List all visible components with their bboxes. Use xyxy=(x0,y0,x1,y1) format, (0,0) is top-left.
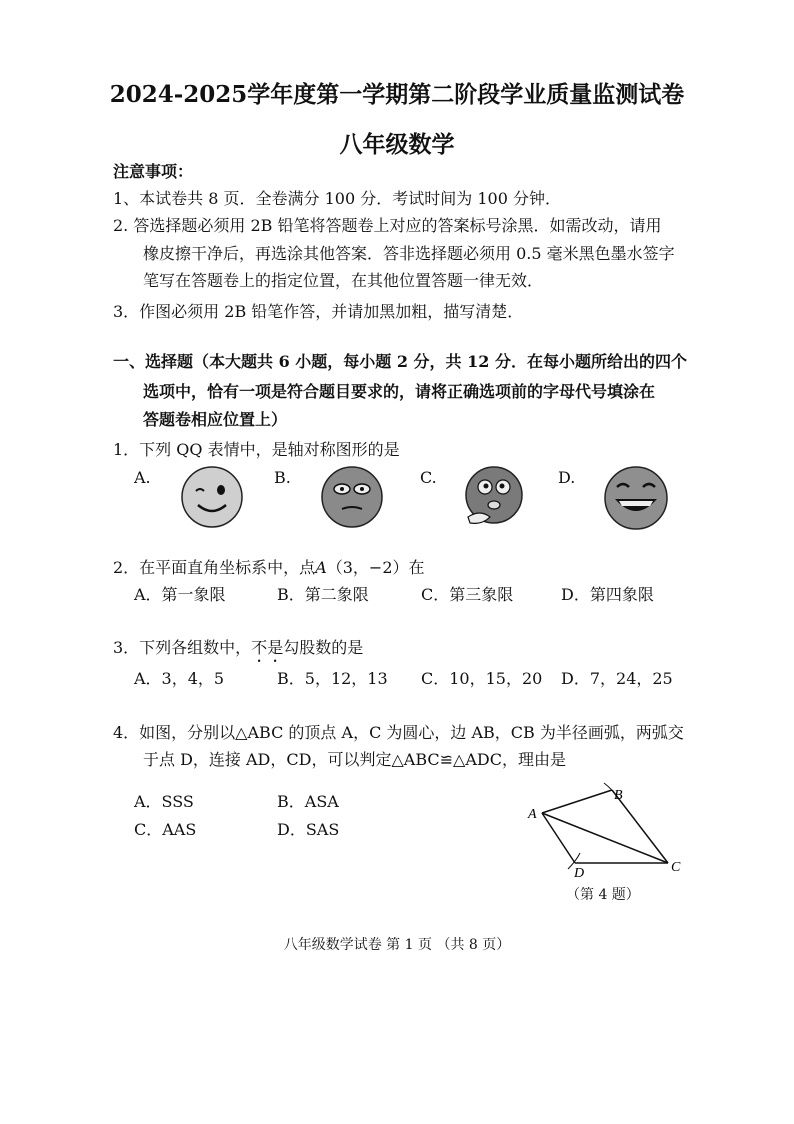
notice-item-1: 1、本试卷共 8 页．全卷满分 100 分．考试时间为 100 分钟． xyxy=(113,189,561,208)
notice-item-3: 3．作图必须用 2B 铅笔作答，并请加黑加粗，描写清楚． xyxy=(113,302,524,321)
notice-item-2-cont: 橡皮擦干净后，再选涂其他答案．答非选择题必须用 0.5 毫米黑色墨水签字 xyxy=(143,244,675,263)
segment-ad xyxy=(542,813,575,863)
section1-heading-cont: 选项中，恰有一项是符合题目要求的，请将正确选项前的字母代号填涂在 xyxy=(143,382,656,401)
q3-option-b: B．5，12，13 xyxy=(277,669,388,688)
label-c: C xyxy=(671,860,681,875)
thinking-emoji-icon xyxy=(462,465,526,529)
q4-stem-cont: 于点 D，连接 AD，CD，可以判定△ABC≌△ADC，理由是 xyxy=(143,750,566,769)
q2-stem: 2．在平面直角坐标系中，点A（3，−2）在 xyxy=(113,558,425,577)
q1-option-c-label: C. xyxy=(420,468,437,487)
q4-figure-caption: （第 4 题） xyxy=(566,887,640,903)
label-a: A xyxy=(528,807,537,822)
q3-option-a: A．3，4，5 xyxy=(134,669,225,688)
q2-option-b: B．第二象限 xyxy=(277,585,369,604)
squint-emoji-icon xyxy=(320,465,384,529)
q4-figure xyxy=(520,775,690,885)
q2-option-d: D．第四象限 xyxy=(561,585,654,604)
laughing-emoji-icon xyxy=(603,465,669,531)
page-footer: 八年级数学试卷 第 1 页 （共 8 页） xyxy=(283,937,511,953)
q2-option-a: A．第一象限 xyxy=(134,585,226,604)
label-d: D xyxy=(574,866,585,881)
q4-option-d: D．SAS xyxy=(277,820,340,839)
notice-heading: 注意事项： xyxy=(113,162,194,181)
section1-heading-cont2: 答题卷相应位置上） xyxy=(143,410,288,429)
label-b: B xyxy=(614,788,623,803)
q4-stem: 4．如图，分别以△ABC 的顶点 A，C 为圆心，边 AB，CB 为半径画弧，两弧交 xyxy=(113,723,684,742)
q4-option-a: A．SSS xyxy=(134,792,194,811)
q1-option-b-label: B. xyxy=(274,468,291,487)
notice-item-2-cont2: 笔写在答题卷上的指定位置，在其他位置答题一律无效． xyxy=(143,271,544,290)
section1-heading: 一、选择题（本大题共 6 小题，每小题 2 分，共 12 分．在每小题所给出的四个 xyxy=(113,352,687,371)
notice-item-2: 2. 答选择题必须用 2B 铅笔将答题卷上对应的答案标号涂黑．如需改动，请用 xyxy=(113,216,662,235)
exam-title: 2024-2025学年度第一学期第二阶段学业质量监测试卷 xyxy=(109,81,685,108)
q3-option-c: C．10，15，20 xyxy=(421,669,543,688)
q3-option-d: D．7，24，25 xyxy=(561,669,673,688)
segment-ab xyxy=(542,790,612,813)
q3-stem: 3．下列各组数中，不是勾股数的是 xyxy=(113,638,364,657)
q1-option-d-label: D. xyxy=(558,468,576,487)
q1-stem: 1．下列 QQ 表情中，是轴对称图形的是 xyxy=(113,440,400,459)
exam-subtitle: 八年级数学 xyxy=(339,131,455,158)
q4-option-b: B．ASA xyxy=(277,792,339,811)
wink-emoji-icon xyxy=(180,465,244,529)
q1-option-a-label: A. xyxy=(134,468,151,487)
q4-option-c: C．AAS xyxy=(134,820,197,839)
q2-option-c: C．第三象限 xyxy=(421,585,514,604)
